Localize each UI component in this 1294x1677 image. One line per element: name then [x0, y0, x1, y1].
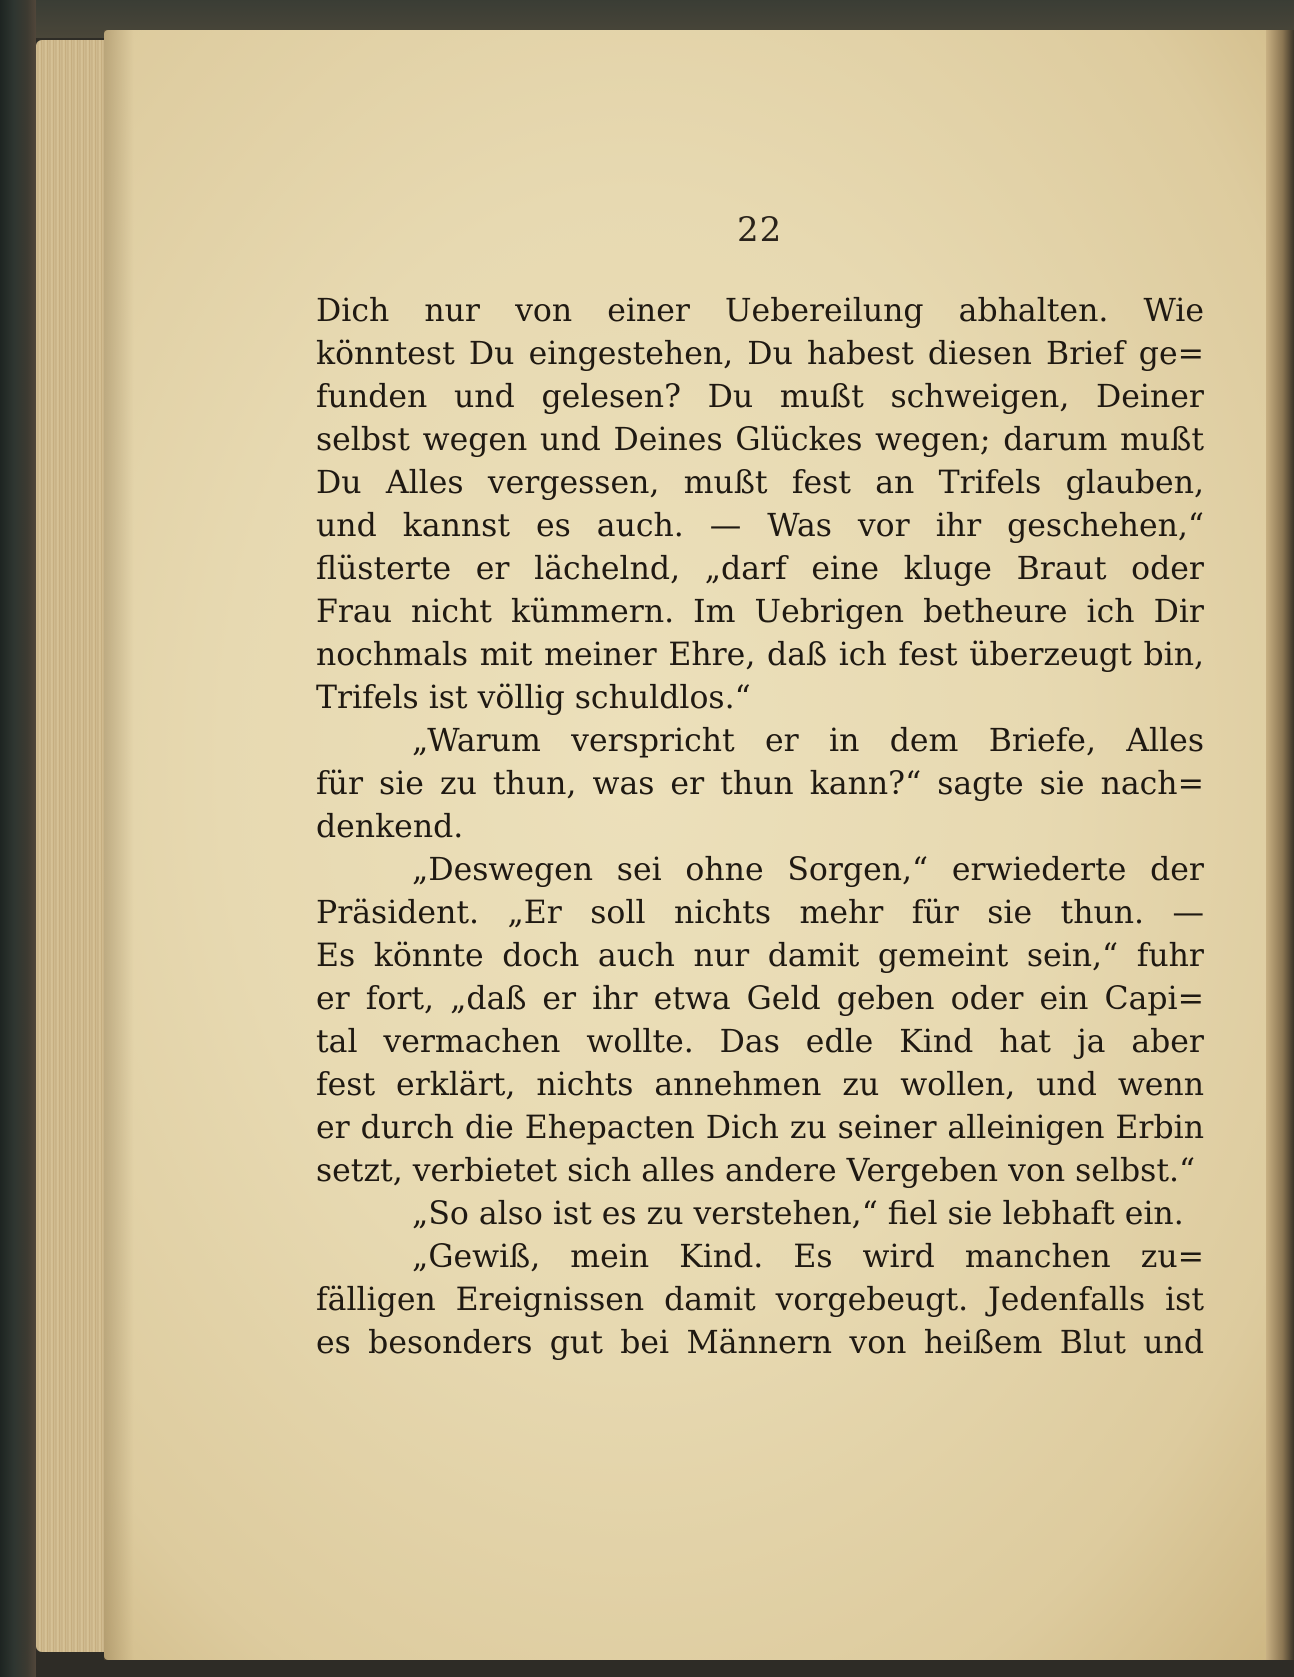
body-text: [316, 290, 1204, 1365]
text-line: fälligen Ereignissen damit vorgebeugt. Jedenfalls ist: [316, 1282, 1204, 1318]
text-line: er durch die Ehepacten Dich zu seiner alleinigen Erbin: [316, 1110, 1204, 1146]
page-number: 22: [737, 210, 783, 250]
text-line: flüsterte er lächelnd, „darf eine kluge Braut oder: [316, 551, 1204, 587]
text-line: nochmals mit meiner Ehre, daß ich fest überzeugt bin,: [316, 637, 1204, 673]
text-line: es besonders gut bei Männern von heißem Blut und: [316, 1325, 1204, 1361]
text-line: für sie zu thun, was er thun kann?“ sagte sie nach=: [316, 766, 1204, 802]
text-line: selbst wegen und Deines Glückes wegen; darum mußt: [316, 422, 1204, 458]
text-line: könntest Du eingestehen, Du habest diesen Brief ge=: [316, 336, 1204, 372]
text-line: „So also ist es zu verstehen,“ fiel sie lebhaft ein.: [412, 1196, 1184, 1232]
text-line: „Warum verspricht er in dem Briefe, Alles: [412, 723, 1204, 759]
text-line: Präsident. „Er soll nichts mehr für sie thun. —: [316, 895, 1204, 931]
text-line: er fort, „daß er ihr etwa Geld geben oder ein Capi=: [316, 981, 1204, 1017]
text-line: und kannst es auch. — Was vor ihr geschehen,“: [316, 508, 1204, 544]
gutter-shadow: [104, 30, 134, 1660]
text-line: Frau nicht kümmern. Im Uebrigen betheure ich Dir: [316, 594, 1204, 630]
text-line: fest erklärt, nichts annehmen zu wollen, und wenn: [316, 1067, 1204, 1103]
text-line: „Deswegen sei ohne Sorgen,“ erwiederte der: [412, 852, 1204, 888]
text-line: Es könnte doch auch nur damit gemeint sein,“ fuhr: [316, 938, 1204, 974]
text-line: funden und gelesen? Du mußt schweigen, Deiner: [316, 379, 1204, 415]
text-line: Trifels ist völlig schuldlos.“: [316, 680, 751, 716]
page-right-edge: [1266, 30, 1294, 1660]
text-line: Du Alles vergessen, mußt fest an Trifels glauben,: [316, 465, 1204, 501]
text-line: tal vermachen wollte. Das edle Kind hat ja aber: [316, 1024, 1204, 1060]
text-line: denkend.: [316, 809, 464, 845]
book-cover-edge: [0, 0, 36, 1677]
text-line: „Gewiß, mein Kind. Es wird manchen zu=: [412, 1239, 1204, 1275]
text-line: Dich nur von einer Uebereilung abhalten. Wie: [316, 293, 1204, 329]
text-line: setzt, verbietet sich alles andere Vergeben von selbst.“: [316, 1153, 1196, 1189]
